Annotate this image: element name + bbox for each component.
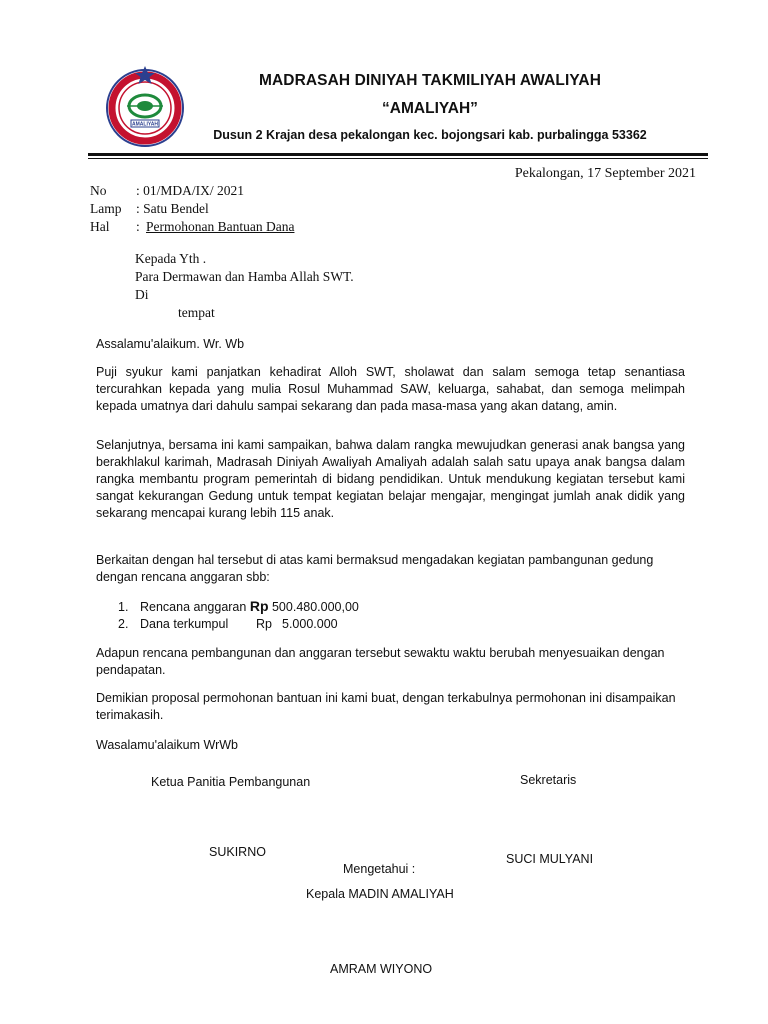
secretary-name: SUCI MULYANI xyxy=(506,852,594,866)
subject-row xyxy=(90,218,294,236)
letterhead-divider-thin xyxy=(88,158,708,159)
addressee-place: tempat xyxy=(178,305,215,320)
logo-text: AMALIYAH xyxy=(132,121,158,128)
paragraph-purpose: Selanjutnya, bersama ini kami sampaikan, bahwa dalam rangka mewujudkan generasi anak bangsa yang berakhlakul karimah, Madrasah Diniyah Awaliyah Amaliyah adalah salah satu upaya anak bangsa dalam rangka membantu program pemerintah di bidang pendidikan. Untuk mendukung kegiatan tersebut kami sangat kekurangan Gedung untuk tempat kegiatan belajar mengajar, mengingat jumlah anak didik yang sekarang mencapai kurang lebih 115 anak. xyxy=(96,438,685,520)
letter-date: Pekalongan, 17 September 2021 xyxy=(514,166,696,181)
closing-greeting: Wasalamu'alaikum WrWb xyxy=(96,738,238,752)
budget-item-number: 1. xyxy=(118,600,129,614)
paragraph-closing: Demikian proposal permohonan bantuan ini kami buat, dengan terkabulnya permohonan ini disampaikan terimakasih. xyxy=(96,691,676,722)
subject-value: Permohonan Bantuan Dana xyxy=(146,219,295,234)
madrasah-seal-icon xyxy=(103,64,187,148)
addressee-name: Para Dermawan dan Hamba Allah SWT. xyxy=(135,269,354,284)
paragraph-opening: Puji syukur kami panjatkan kehadirat Alloh SWT, sholawat dan salam semoga tetap senantiasa tercurahkan kepada yang mulia Rosul Muhammad SAW, keluarga, sahabat, dan semoga melimpah kepada umatnya dari dahulu sampai sekarang dan pada masa-masa yang akan datang, amin. xyxy=(96,365,685,413)
greeting: Assalamu'alaikum. Wr. Wb xyxy=(96,337,245,351)
acknowledged-label: Mengetahui : xyxy=(343,862,416,876)
paragraph-budget-note: Adapun rencana pembangunan dan anggaran tersebut sewaktu waktu berubah menyesuaikan dengan pendapatan. xyxy=(96,646,665,677)
budget-item-label: Rencana anggaran xyxy=(140,600,247,614)
letterhead-divider xyxy=(88,153,708,156)
attachment-row xyxy=(90,200,209,218)
institution-name: MADRASAH DINIYAH TAKMILIYAH AWALIYAH xyxy=(258,72,602,89)
paragraph-budget-intro: Berkaitan dengan hal tersebut di atas kami bermaksud mengadakan kegiatan pambangunan gedung dengan rencana anggaran sbb: xyxy=(96,553,654,584)
institution-address: Dusun 2 Krajan desa pekalongan kec. bojongsari kab. purbalingga 53362 xyxy=(213,128,647,142)
budget-item-collected xyxy=(118,616,338,633)
attachment-value: : Satu Bendel xyxy=(136,201,209,216)
subject-colon: : xyxy=(136,219,140,234)
budget-item-planned xyxy=(118,598,359,616)
attachment-key: Lamp xyxy=(90,201,122,216)
budget-item-amount: 5.000.000 xyxy=(282,617,338,631)
budget-item-currency: Rp xyxy=(249,598,269,614)
head-title: Kepala MADIN AMALIYAH xyxy=(306,887,454,901)
head-name: AMRAM WIYONO xyxy=(330,962,433,976)
letter-number-value: : 01/MDA/IX/ 2021 xyxy=(136,183,244,198)
addressee-salutation: Kepada Yth . xyxy=(135,251,207,266)
chair-title: Ketua Panitia Pembangunan xyxy=(151,775,311,789)
budget-item-number: 2. xyxy=(118,617,129,631)
addressee-di: Di xyxy=(135,287,149,302)
budget-item-label: Dana terkumpul xyxy=(140,617,229,631)
budget-item-currency: Rp xyxy=(256,617,272,631)
letter-number-key: No xyxy=(90,183,107,198)
subject-key: Hal xyxy=(90,219,110,234)
letter-number-row xyxy=(90,182,244,200)
secretary-title: Sekretaris xyxy=(520,773,577,787)
chair-name: SUKIRNO xyxy=(209,845,266,859)
budget-item-amount: 500.480.000,00 xyxy=(271,600,359,614)
institution-subtitle: “AMALIYAH” xyxy=(382,100,478,117)
